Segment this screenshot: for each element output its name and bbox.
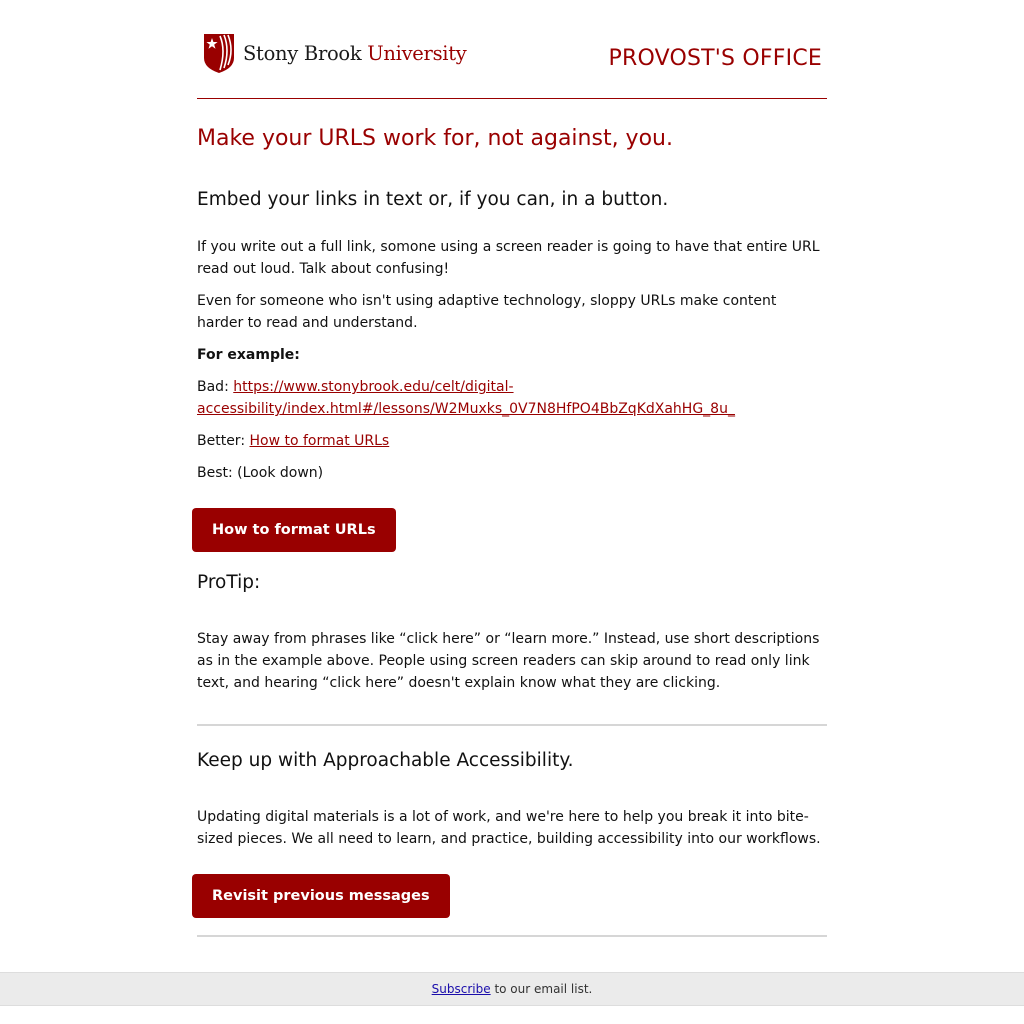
protip-heading: ProTip:	[197, 572, 261, 593]
protip-text: Stay away from phrases like “click here” or “learn more.” Instead, use short descriptions as in the example above. People using screen readers can skip around to read only link text, and hearing “click here” doesn't explain know what they are clicking.	[197, 631, 820, 691]
subscribe-link[interactable]: Subscribe	[431, 982, 491, 996]
university-logo-icon	[201, 32, 237, 74]
revisit-previous-messages-button[interactable]: Revisit previous messages	[192, 874, 450, 918]
how-to-format-urls-button[interactable]: How to format URLs	[192, 508, 396, 552]
logo-name: Stony Brook	[243, 41, 362, 65]
footer	[0, 972, 1024, 1006]
keep-up-heading: Keep up with Approachable Accessibility.	[197, 750, 574, 771]
section-subtitle: Embed your links in text or, if you can, in a button.	[197, 189, 669, 210]
bad-url-link[interactable]	[197, 379, 735, 417]
section-divider	[197, 724, 827, 726]
header	[197, 30, 827, 98]
better-label: Better:	[197, 433, 250, 449]
bad-example	[197, 376, 827, 420]
bad-url-line1: https://www.stonybrook.edu/celt/digital-	[233, 379, 514, 395]
office-title: PROVOST'S OFFICE	[608, 46, 822, 71]
page-title: Make your URLS work for, not against, you.	[197, 126, 673, 151]
bad-label: Bad:	[197, 379, 234, 395]
bad-url-line2: accessibility/index.html#/lessons/W2Muxks_0V7N8HfPO4BbZqKdXahHG_8u_	[197, 401, 735, 417]
paragraph-screen-reader: If you write out a full link, somone using a screen reader is going to have that entire URL read out loud. Talk about confusing!	[197, 239, 820, 277]
header-divider	[197, 98, 827, 99]
logo-wordmark	[243, 42, 466, 65]
logo-university: University	[367, 41, 467, 65]
footer-text: to our email list.	[490, 982, 593, 996]
bottom-divider	[197, 935, 827, 937]
keep-up-text: Updating digital materials is a lot of work, and we're here to help you break it into bite-sized pieces. We all need to learn, and practice, building accessibility into our workflows.	[197, 809, 821, 847]
example-label-text: For example:	[197, 347, 300, 363]
best-example: Best: (Look down)	[197, 465, 324, 481]
example-label	[197, 344, 827, 366]
better-url-link[interactable]: How to format URLs	[249, 433, 390, 449]
paragraph-adaptive-tech: Even for someone who isn't using adaptive technology, sloppy URLs make content harder to read and understand.	[197, 293, 777, 331]
better-example	[197, 430, 827, 452]
university-logo[interactable]	[201, 32, 466, 74]
